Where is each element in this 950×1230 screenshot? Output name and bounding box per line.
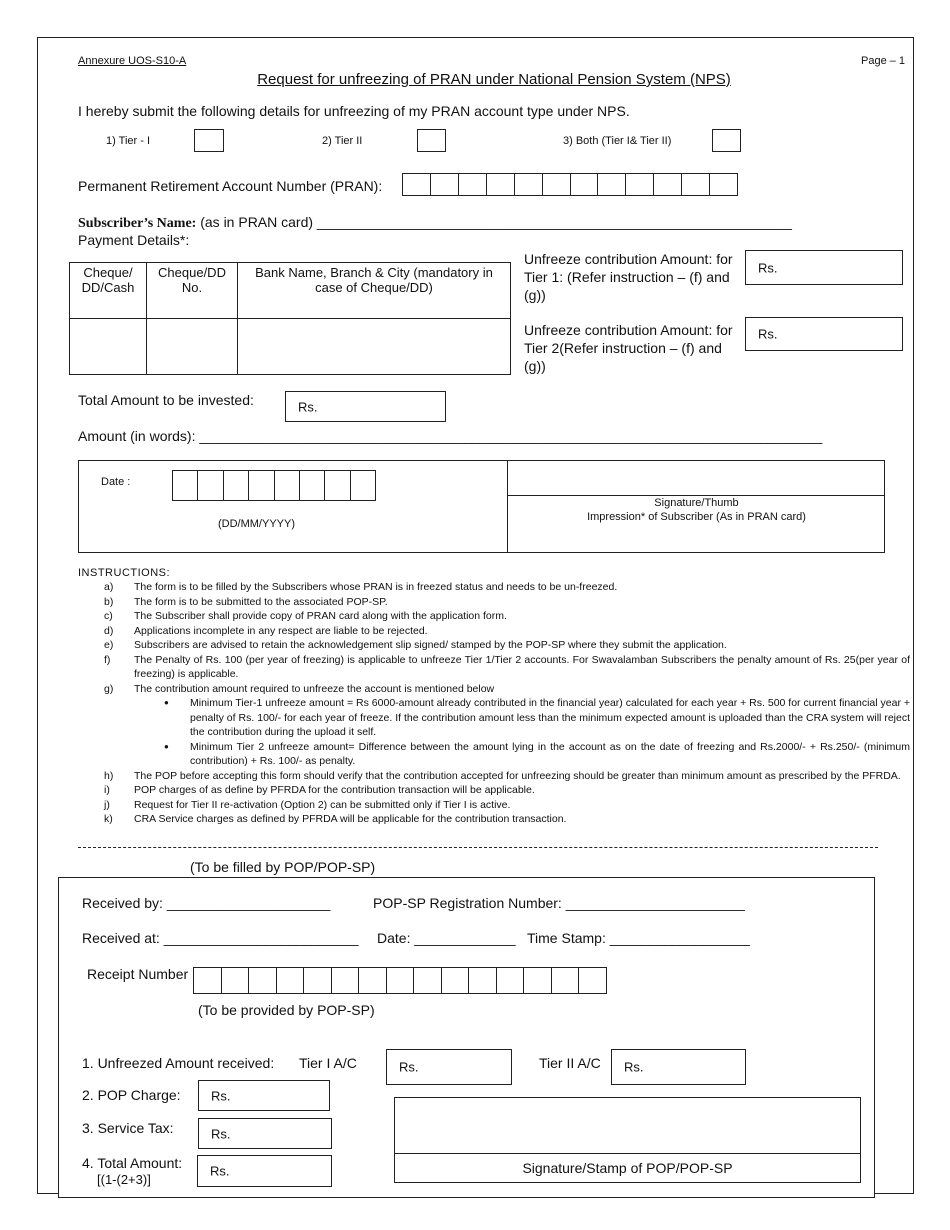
total-amount-input[interactable] [285,391,446,422]
rs-label: Rs. [624,1059,644,1075]
instruction-item: f) The Penalty of Rs. 100 (per year of freezing) is applicable to unfreeze Tier 1/Tier 2 accounts. For Swavalamban Subscribers the penalty amount of Rs. 25(per year of freezing) is applicable. [104,653,910,680]
tier2-checkbox[interactable] [417,129,446,152]
tier2-label: 2) Tier II [322,135,363,147]
both-tiers-label: 3) Both (Tier I& Tier II) [563,135,672,147]
subscriber-signature-caption [508,496,885,524]
rs-label: Rs. [758,326,778,342]
page-number: Page – 1 [861,55,906,67]
pop-signature-line [394,1153,861,1154]
cell-payment-mode[interactable] [70,319,147,375]
date-label: Date : [101,476,131,488]
pop-sp-registration-field[interactable]: POP-SP Registration Number: _______________________ [373,895,745,911]
instruction-item: i) POP charges of as define by PFRDA for the contribution transaction will be applicable. [104,784,535,796]
both-tiers-checkbox[interactable] [712,129,741,152]
instruction-item: e) Subscribers are advised to retain the acknowledgement slip signed/ stamped by the POP-SP where they submit the application. [104,639,727,651]
pop-signature-caption: Signature/Stamp of POP/POP-SP [522,1160,733,1176]
time-stamp-field[interactable]: Time Stamp: __________________ [527,930,750,946]
intro-text: I hereby submit the following details for unfreezing of my PRAN account type under NPS. [78,103,630,119]
signature-caption-line2: Impression* of Subscriber (As in PRAN card) [587,511,806,523]
instructions-list [104,580,910,827]
pop-charge-input[interactable] [198,1080,330,1111]
instruction-bullets [134,696,910,769]
instruction-item: d) Applications incomplete in any respect are liable to be rejected. [104,624,428,637]
date-format-hint: (DD/MM/YYYY) [218,518,295,530]
signature-caption-line1: Signature/Thumb [654,497,739,509]
form-title: Request for unfreezing of PRAN under National Pension System (NPS) [257,71,731,88]
subscriber-name-row[interactable] [78,214,792,232]
total-amount-label: Total Amount to be invested: [78,392,254,408]
tier1-label: 1) Tier - I [106,135,151,147]
subscriber-name-label: Subscriber’s Name: [78,216,197,231]
col-cheque-dd-no: Cheque/DD No. [147,263,238,319]
instruction-item: j) Request for Tier II re-activation (Option 2) can be submitted only if Tier I is active. [104,798,511,811]
service-tax-label: 3. Service Tax: [82,1120,174,1136]
instruction-item: h) The POP before accepting this form should verify that the contribution accepted for unfreezing should be greater than minimum amount as prescribed by the PFRDA. [104,769,901,782]
tier2-ac-label: Tier II A/C [539,1055,601,1071]
rs-label: Rs. [298,399,318,414]
total-amount-pop-label: 4. Total Amount: [82,1155,183,1171]
pop-date-field[interactable]: Date: _____________ [377,930,516,946]
instruction-item: k) CRA Service charges as defined by PFRDA will be applicable for the contribution transaction. [104,813,567,825]
cell-cheque-number[interactable] [147,319,238,375]
col-cheque-dd-cash: Cheque/ DD/Cash [70,263,147,319]
tier1-ac-label: Tier I A/C [299,1055,357,1071]
receipt-number-cells[interactable] [193,967,607,994]
tier1-ac-amount-input[interactable] [386,1049,512,1085]
subscriber-name-field[interactable]: (as in PRAN card) _____________________________________________________________ [196,214,792,230]
pop-section-heading: (To be filled by POP/POP-SP) [190,859,376,875]
tier1-checkbox[interactable] [194,129,224,152]
rs-label: Rs. [211,1126,231,1141]
instruction-item: c) The Subscriber shall provide copy of PRAN card along with the application form. [104,610,507,622]
pran-label: Permanent Retirement Account Number (PRAN): [78,178,383,194]
annexure-label: Annexure UOS-S10-A [78,55,187,67]
received-by-field[interactable]: Received by: _____________________ [82,895,331,911]
rs-label: Rs. [399,1059,419,1075]
cut-line [78,847,878,848]
receipt-number-note: (To be provided by POP-SP) [198,1002,375,1018]
payment-table [69,262,511,375]
unfreezed-amount-label: 1. Unfreezed Amount received: [82,1055,275,1071]
instruction-item: b) The form is to be submitted to the associated POP-SP. [104,595,388,608]
total-amount-pop-input[interactable] [197,1155,332,1187]
pop-charge-label: 2. POP Charge: [82,1087,181,1103]
rs-label: Rs. [210,1163,230,1179]
pran-input-cells[interactable] [402,173,738,196]
amount-in-words-field[interactable]: Amount (in words): ________________________________________________________________________________ [78,428,823,444]
tier1-unfreeze-label: Unfreeze contribution Amount: for Tier 1: (Refer instruction – (f) and (g)) [524,251,733,303]
tier1-unfreeze-amount-input[interactable] [745,250,903,285]
col-bank-name: Bank Name, Branch & City (mandatory in case of Cheque/DD) [238,263,511,319]
instruction-item: g) The contribution amount required to unfreeze the account is mentioned below ● Minimum Tier-1 unfreeze amount = Rs 6000-amount already contributed in the financial year) calculated for each year + Rs. 500 for current financial year + penalty of Rs. 100/- for each year of freeze. If the contribution amount less than the minimum expected amount is uploaded than the CRA system will reject the contribution during the upload it self. ● Minimum Tier 2 unfreeze amount= Difference between the amount lying in the account as on the date of freezing and Rs.2000/- + Rs.250/- (minimum contribution) + Rs. 100/- as penalty. [104,682,910,769]
instruction-bullet: ● Minimum Tier-1 unfreeze amount = Rs 6000-amount already contributed in the financial year) calculated for each year + Rs. 500 for current financial year + penalty of Rs. 100/- for each year of freeze. If the contribution amount less than the minimum expected amount is uploaded than the CRA system will reject the contribution during the upload it self. [190,696,910,740]
payment-details-label: Payment Details*: [78,232,190,248]
tier2-unfreeze-label: Unfreeze contribution Amount: for Tier 2(Refer instruction – (f) and (g)) [524,322,733,374]
rs-label: Rs. [211,1088,231,1103]
tier2-ac-amount-input[interactable] [611,1049,746,1085]
instruction-bullet: ● Minimum Tier 2 unfreeze amount= Difference between the amount lying in the account as on the date of freezing and Rs.2000/- + Rs.250/- (minimum contribution) + Rs. 100/- as penalty. [190,740,910,769]
date-input-cells[interactable] [172,470,376,501]
total-amount-formula: [(1-(2+3)] [97,1172,151,1187]
rs-label: Rs. [758,260,778,275]
tier2-unfreeze-amount-input[interactable] [745,317,903,351]
received-at-field[interactable]: Received at: _________________________ [82,930,359,946]
service-tax-input[interactable] [198,1118,332,1149]
receipt-number-label: Receipt Number [87,966,189,982]
instructions-title: INSTRUCTIONS: [78,567,171,579]
instruction-item: a) The form is to be filled by the Subscribers whose PRAN is in freezed status and needs to be un-freezed. [104,581,618,593]
cell-bank-name[interactable] [238,319,511,375]
